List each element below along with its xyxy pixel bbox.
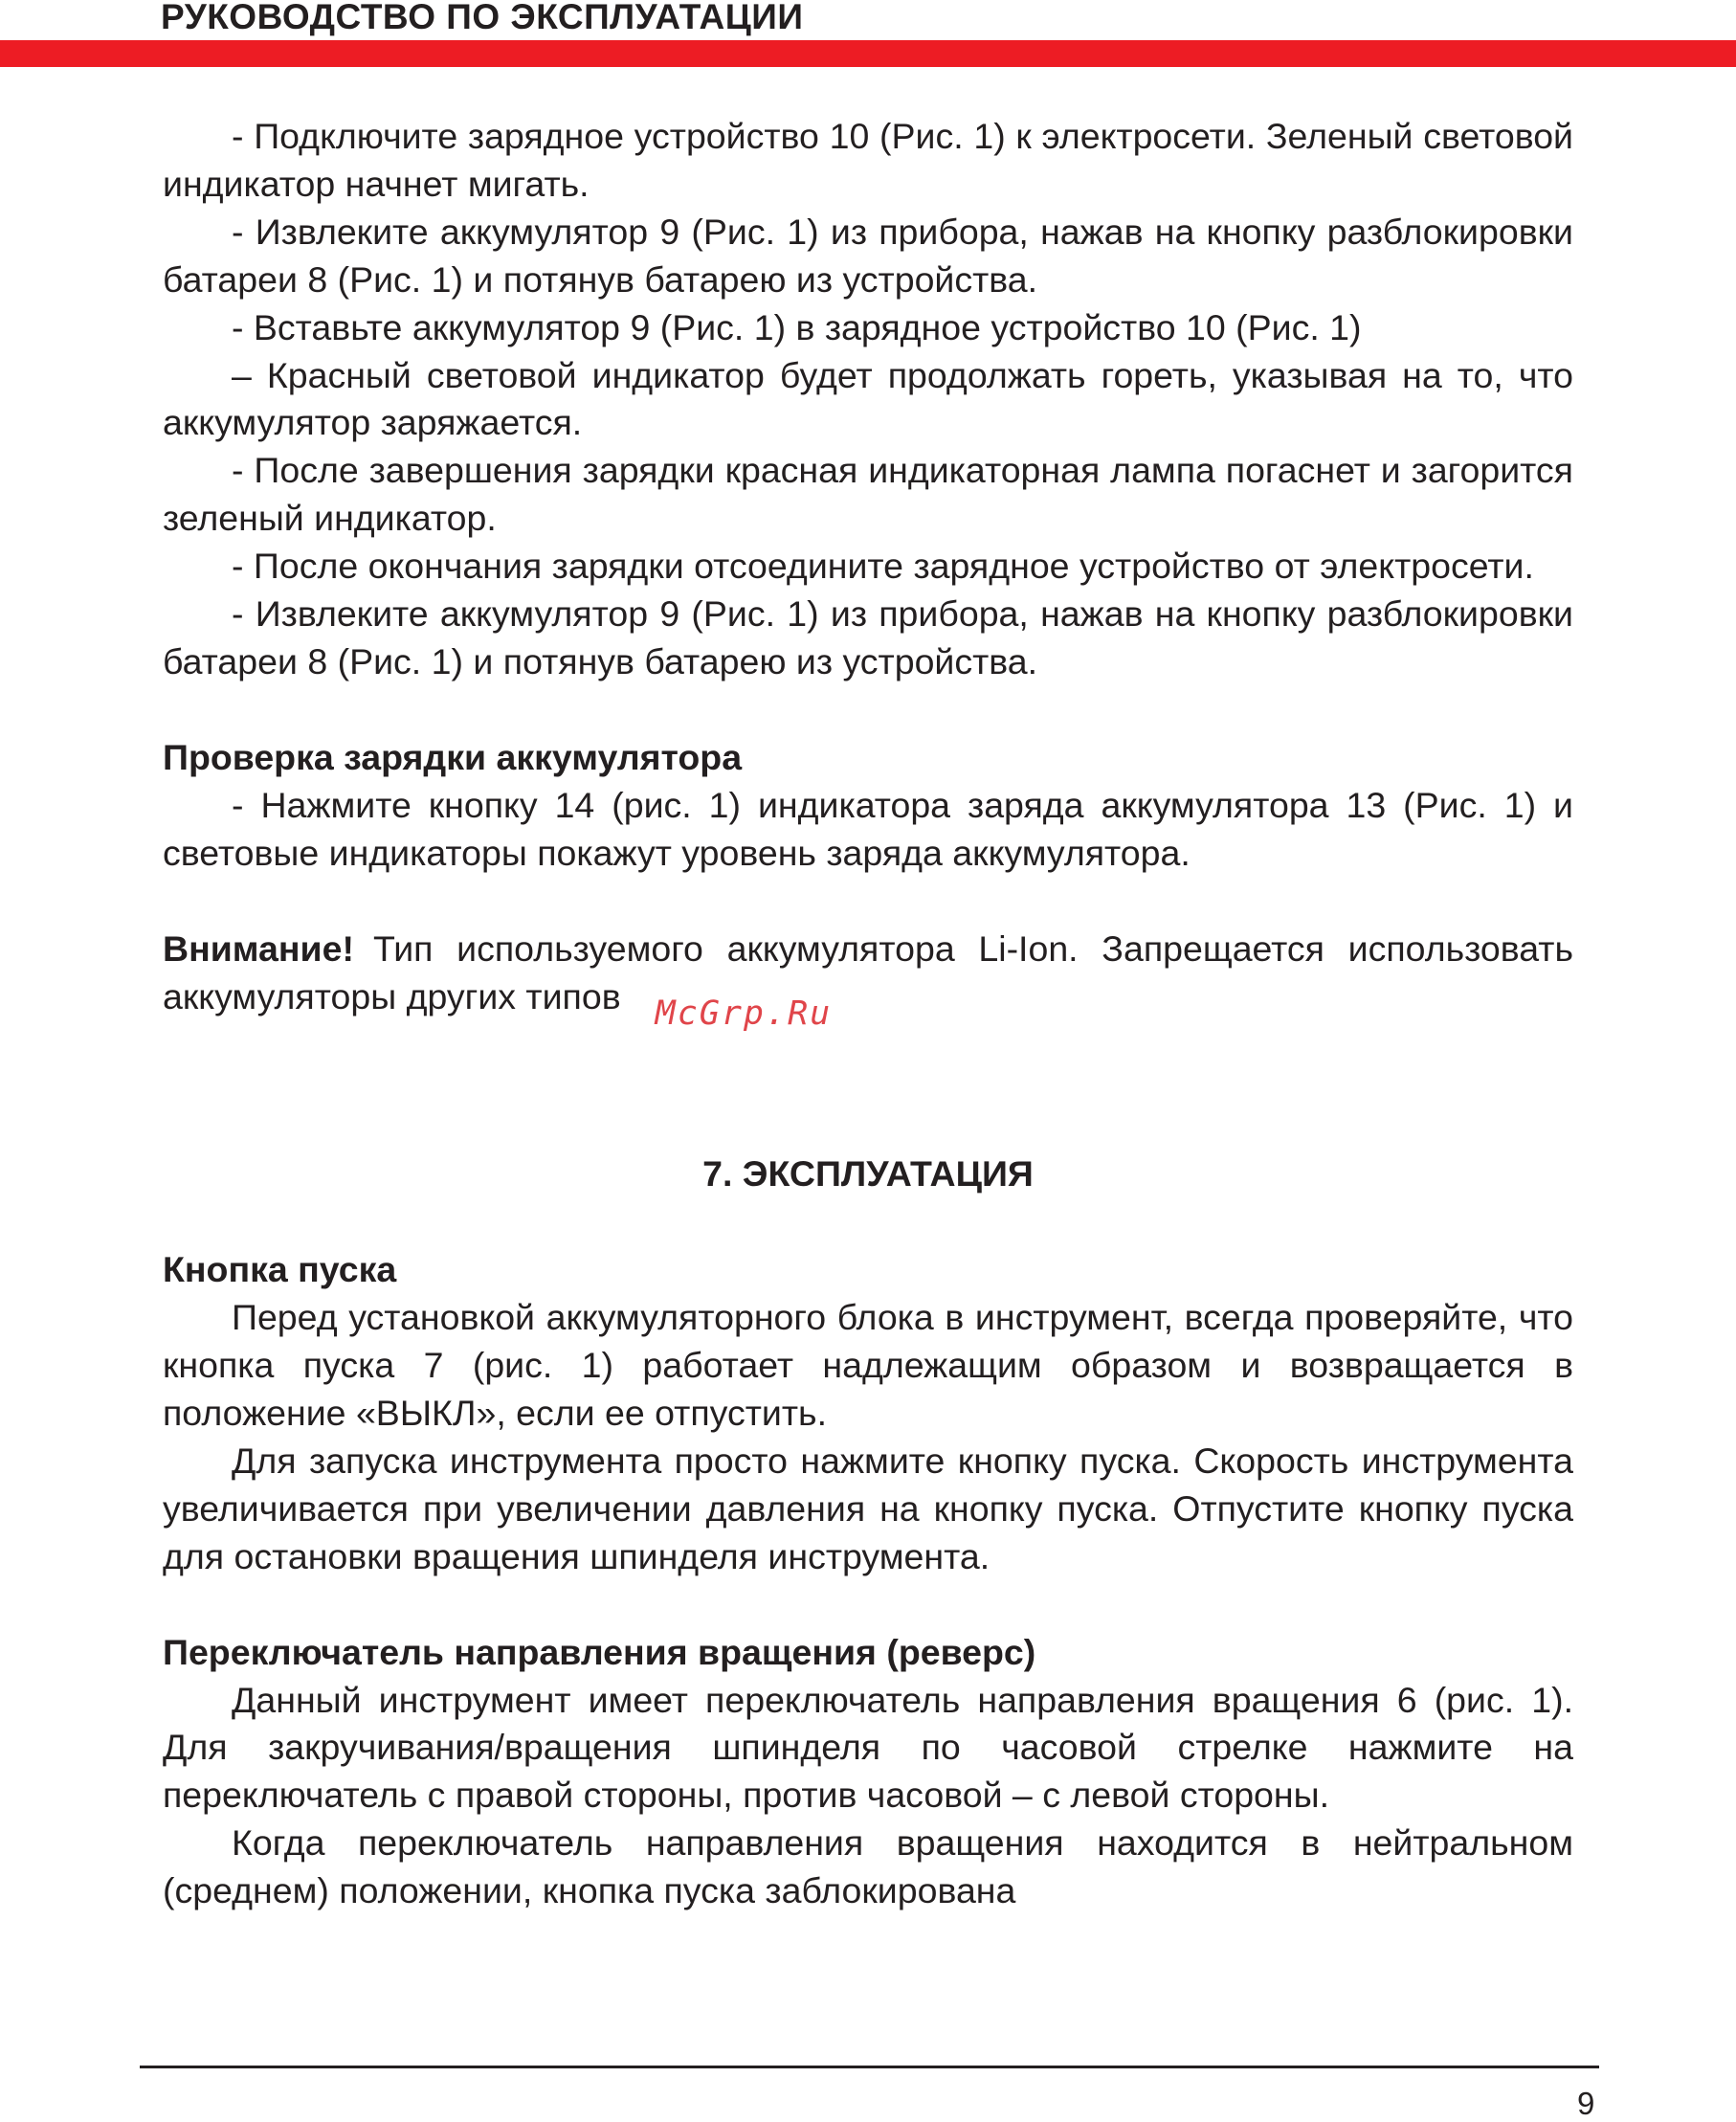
page-content xyxy=(163,113,1573,1915)
page-header-title: РУКОВОДСТВО ПО ЭКСПЛУАТАЦИИ xyxy=(161,0,804,36)
start-button-paragraph: Перед установкой аккумуляторного блока в инструмент, всегда проверяйте, что кнопка пуска 7 (рис. 1) работает надлежащим образом и возвращается в положение «ВЫКЛ», если ее отпустить. xyxy=(163,1297,1573,1434)
charging-step: - После окончания зарядки отсоедините зарядное устройство от электросети. xyxy=(232,546,1534,587)
attention-paragraph xyxy=(163,926,1573,1033)
charging-step: – Красный световой индикатор будет продолжать гореть, указывая на то, что аккумулятор заряжается. xyxy=(163,354,1573,443)
charging-step: - Подключите зарядное устройство 10 (Рис. 1) к электросети. Зеленый световой индикатор начнет мигать. xyxy=(163,116,1573,204)
charging-step: - После завершения зарядки красная индикаторная лампа погаснет и загорится зеленый индикатор. xyxy=(163,450,1573,539)
battery-check-text: - Нажмите кнопку 14 (рис. 1) индикатора заряда аккумулятора 13 (Рис. 1) и световые индикаторы покажут уровень заряда аккумулятора. xyxy=(163,784,1573,873)
charging-step: - Извлеките аккумулятор 9 (Рис. 1) из прибора, нажав на кнопку разблокировки батареи 8 (Рис. 1) и потянув батарею из устройства. xyxy=(163,593,1573,681)
section-title: 7. ЭКСПЛУАТАЦИЯ xyxy=(702,1153,1034,1195)
attention-label: Внимание! xyxy=(163,927,354,969)
start-button-heading: Кнопка пуска xyxy=(163,1249,397,1290)
reverse-switch-paragraph: Когда переключатель направления вращения находится в нейтральном (среднем) положении, кнопка пуска заблокирована xyxy=(163,1822,1573,1911)
reverse-switch-heading: Переключатель направления вращения (реверс) xyxy=(163,1631,1036,1672)
battery-check-heading: Проверка зарядки аккумулятора xyxy=(163,736,743,777)
page-number: 9 xyxy=(1577,2086,1595,2121)
watermark: McGrp.Ru xyxy=(655,994,833,1033)
footer-divider xyxy=(140,2066,1599,2068)
start-button-paragraph: Для запуска инструмента просто нажмите кнопку пуска. Скорость инструмента увеличивается при увеличении давления на кнопку пуска. Отпустите кнопку пуска для остановки вращения шпинделя инструмента. xyxy=(163,1440,1573,1576)
header-accent-bar xyxy=(0,40,1736,67)
attention-text: Тип используемого аккумулятора Li-Ion. Запрещается использовать аккумуляторы других типов xyxy=(163,927,1573,1016)
reverse-switch-paragraph: Данный инструмент имеет переключатель направления вращения 6 (рис. 1). Для закручивания/вращения шпинделя по часовой стрелке нажмите на переключатель с правой стороны, против часовой – с левой стороны. xyxy=(163,1679,1573,1816)
charging-step: - Извлеките аккумулятор 9 (Рис. 1) из прибора, нажав на кнопку разблокировки батареи 8 (Рис. 1) и потянув батарею из устройства. xyxy=(163,211,1573,300)
charging-step: - Вставьте аккумулятор 9 (Рис. 1) в зарядное устройство 10 (Рис. 1) xyxy=(232,306,1362,347)
